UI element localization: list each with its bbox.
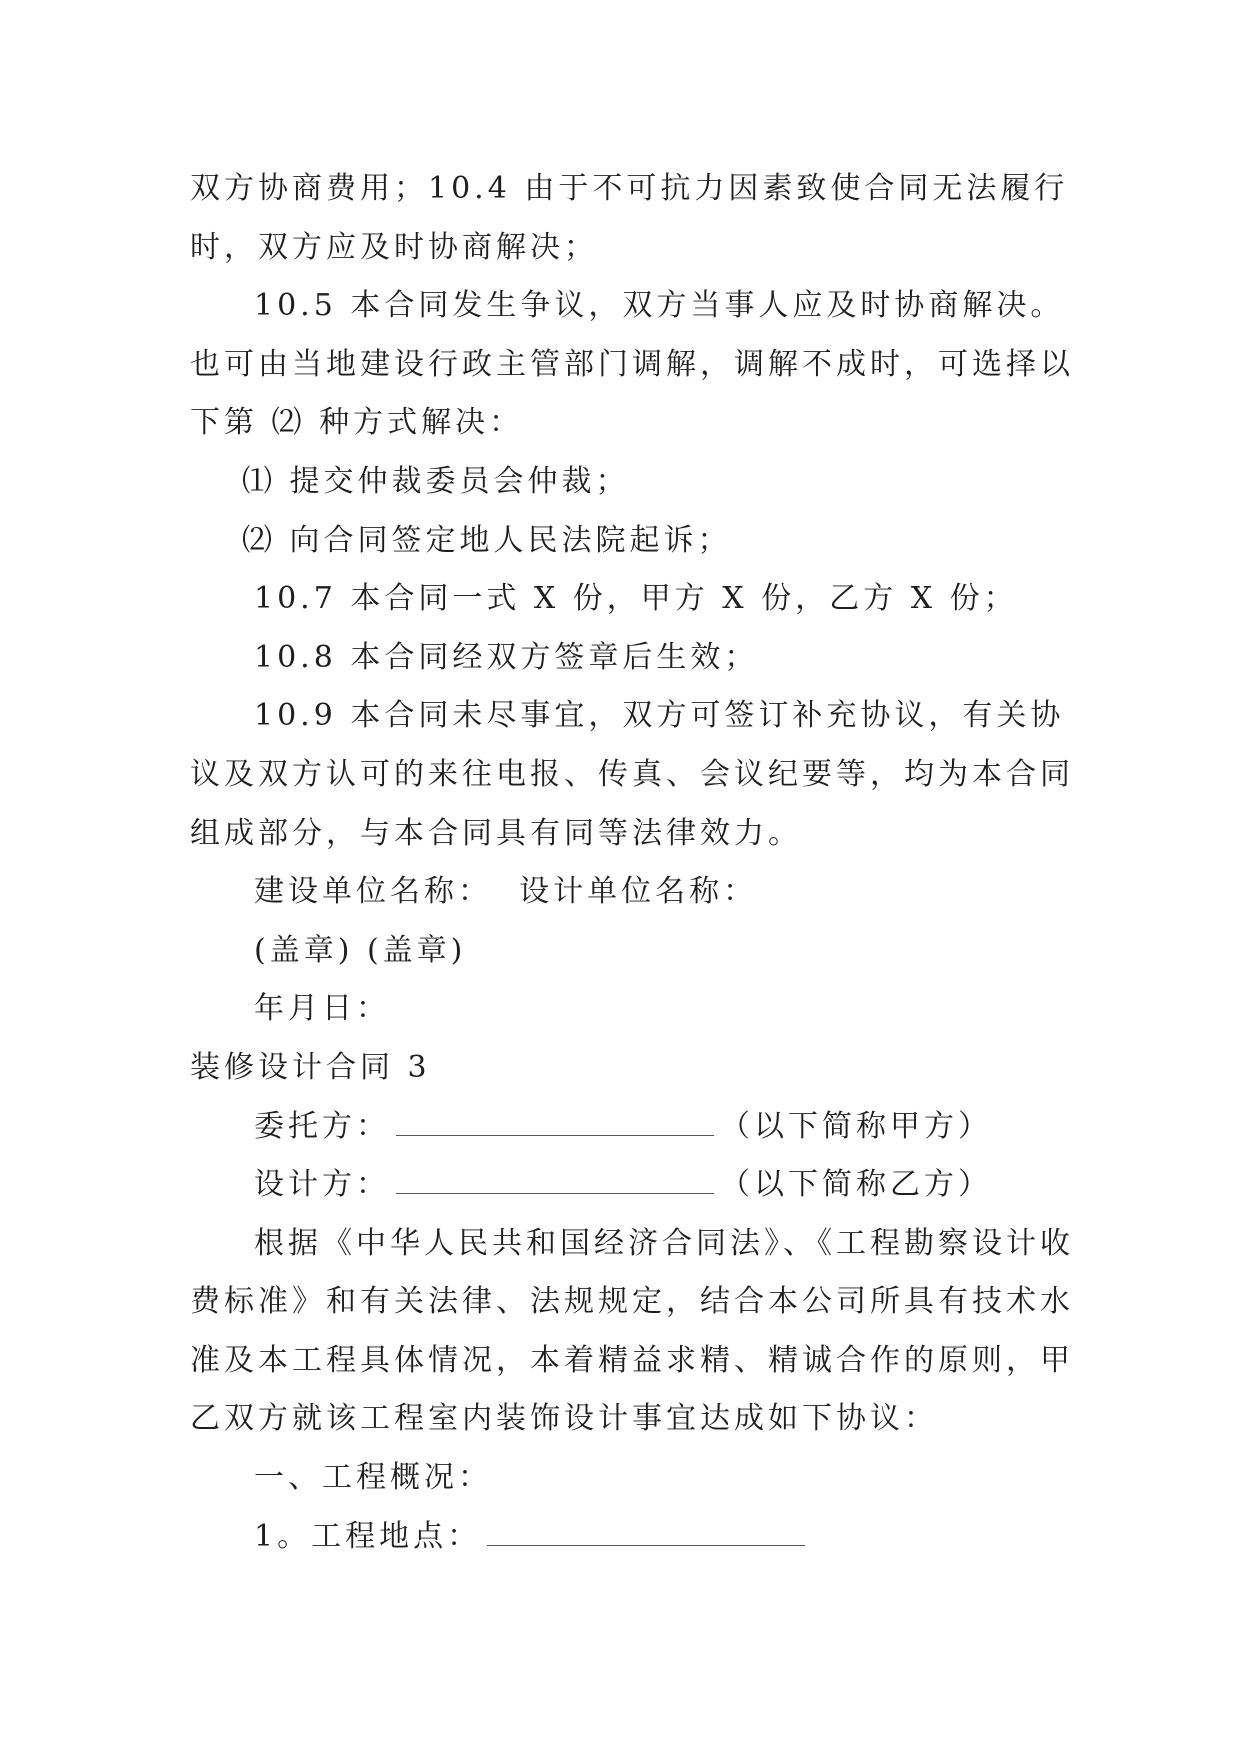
text-line: 下第 ⑵ 种方式解决： [190, 405, 524, 441]
designer-blank-field[interactable] [396, 1163, 714, 1194]
text-line: 10.7 本合同一式 X 份，甲方 X 份，乙方 X 份； [254, 581, 1018, 617]
text-line: 10.9 本合同未尽事宜，双方可签订补充协议，有关协 [254, 698, 1065, 734]
text-line: ⑴ 提交仲裁委员会仲裁； [242, 463, 630, 499]
paragraph-option-1 [190, 453, 1050, 512]
text-line: ⑵ 向合同签定地人民法院起诉； [242, 522, 732, 558]
text-line: 组成部分，与本合同具有同等法律效力。 [190, 815, 802, 851]
client-suffix: （以下简称甲方） [720, 1108, 992, 1144]
location-blank-field[interactable] [487, 1515, 805, 1546]
client-blank-field[interactable] [396, 1105, 714, 1136]
paragraph-supplement [190, 687, 1074, 863]
section-one-text: 一、工程概况： [254, 1460, 492, 1496]
text-line: 10.8 本合同经双方签章后生效； [254, 639, 759, 675]
text-line: (盖章) (盖章) [254, 932, 467, 968]
text-line: 年月日： [254, 991, 390, 1027]
text-line: 根据《中华人民共和国经济合同法》、《工程勘察设计收 [254, 1225, 1074, 1261]
paragraph-copies [190, 570, 1050, 629]
location-label: 1。工程地点： [254, 1518, 482, 1554]
client-line [190, 1098, 1050, 1157]
paragraph-date [190, 980, 1050, 1039]
text-line: 费标准》和有关法律、法规规定，结合本公司所具有技术水 [190, 1284, 1074, 1320]
text-line: 建设单位名称： 设计单位名称： [254, 874, 758, 910]
location-line [190, 1508, 1050, 1567]
text-line: 议及双方认可的来往电报、传真、会议纪要等，均为本合同 [190, 756, 1074, 792]
text-line: 双方协商费用；10.4 由于不可抗力因素致使合同无法履行 [190, 171, 1069, 206]
paragraph-force-majeure [190, 160, 1069, 277]
text-line: 10.5 本合同发生争议，双方当事人应及时协商解决。 [254, 288, 1065, 324]
client-label: 委托方： [254, 1108, 390, 1144]
paragraph-dispute [190, 277, 1074, 453]
section-title [190, 1039, 1050, 1098]
designer-label: 设计方： [254, 1167, 390, 1203]
designer-suffix: （以下简称乙方） [720, 1167, 992, 1203]
paragraph-effective [190, 629, 1050, 688]
paragraph-seal [190, 922, 1050, 981]
section-one-heading [190, 1449, 1050, 1508]
text-line: 准及本工程具体情况，本着精益求精、精诚合作的原则，甲 [190, 1342, 1074, 1378]
designer-line [190, 1156, 1050, 1215]
text-line: 也可由当地建设行政主管部门调解，调解不成时，可选择以 [190, 346, 1074, 382]
text-line: 时，双方应及时协商解决； [190, 229, 598, 265]
text-line: 乙双方就该工程室内装饰设计事宜达成如下协议： [190, 1401, 938, 1437]
section-title-text: 装修设计合同 3 [190, 1049, 431, 1085]
paragraph-basis [190, 1215, 1074, 1449]
document-body [190, 160, 1074, 1566]
paragraph-option-2 [190, 512, 1050, 571]
paragraph-unit-names [190, 863, 1050, 922]
